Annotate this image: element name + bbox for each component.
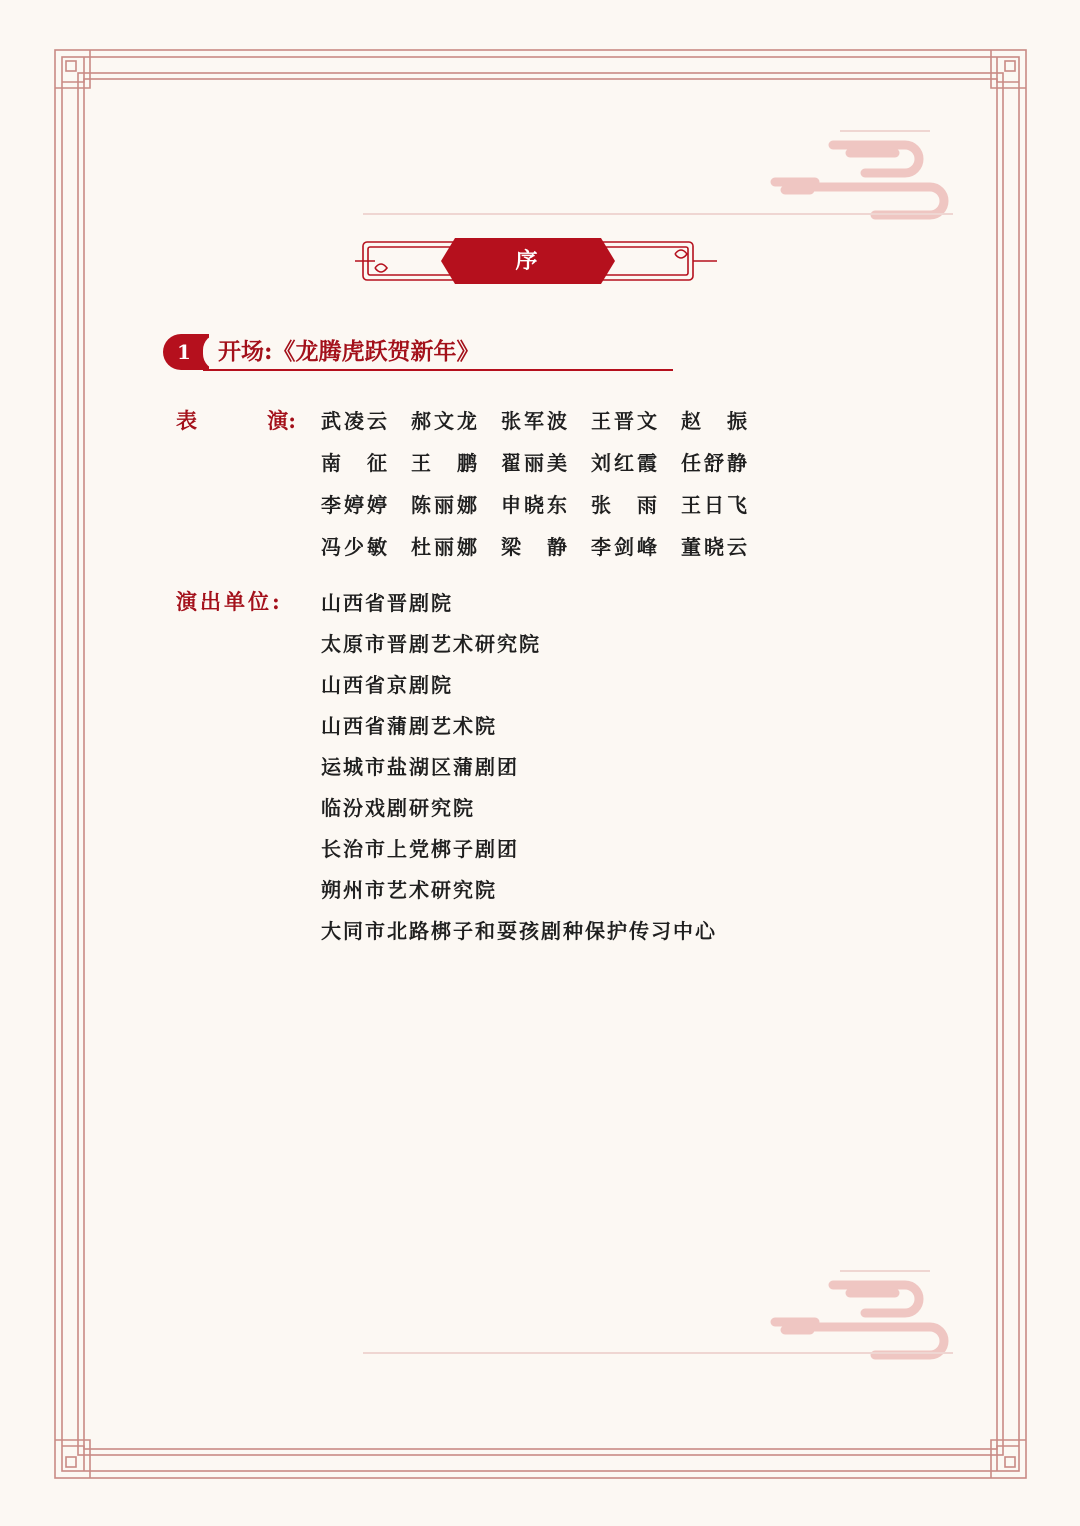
name-row [321,489,771,531]
divider-line [363,213,953,215]
performer-name: 王 鹏 [411,451,480,475]
performers-label-part: 表 [176,408,197,433]
unit-item: 朔州市艺术研究院 [321,878,497,902]
performer-name: 任舒静 [681,451,750,475]
performer-name: 翟丽美 [501,451,570,475]
performer-name: 张军波 [501,409,570,433]
cloud-ornament-icon [755,125,955,220]
performer-name: 陈丽娜 [411,493,480,517]
performer-name: 李婷婷 [321,493,390,517]
performer-name: 申晓东 [501,493,570,517]
program-number-badge: 1 [163,334,209,370]
performer-name: 杜丽娜 [411,535,480,559]
performer-name: 郝文龙 [411,409,480,433]
unit-item: 山西省晋剧院 [321,591,453,615]
unit-item: 运城市盐湖区蒲剧团 [321,755,519,779]
name-row [321,447,771,489]
unit-list [321,587,717,956]
name-row [321,405,771,447]
divider-line [363,1352,953,1354]
unit-item: 山西省京剧院 [321,673,453,697]
section-title: 序 [515,248,540,274]
name-row [321,531,771,573]
performer-names [321,405,771,573]
performer-name: 梁 静 [501,535,570,559]
performer-name: 张 雨 [591,493,660,517]
cloud-ornament-icon [755,1265,955,1360]
performer-name: 刘红霞 [591,451,660,475]
unit-item: 山西省蒲剧艺术院 [321,714,497,738]
performer-name: 南 征 [321,451,390,475]
performer-name: 王晋文 [591,409,660,433]
unit-item: 长治市上党梆子剧团 [321,837,519,861]
performers-label-part: 演: [267,408,296,433]
performer-name: 董晓云 [681,535,750,559]
performer-name: 冯少敏 [321,535,390,559]
unit-item: 太原市晋剧艺术研究院 [321,632,541,656]
units-label: 演出单位: [176,589,283,614]
program-title: 开场:《龙腾虎跃贺新年》 [218,338,480,365]
performer-name: 武凌云 [321,409,390,433]
unit-item: 临汾戏剧研究院 [321,796,475,820]
performers-label [176,405,296,435]
heading-underline [203,369,673,371]
program-heading [163,332,523,372]
performer-name: 李剑峰 [591,535,660,559]
performer-name: 赵 振 [681,409,750,433]
unit-item: 大同市北路梆子和耍孩剧种保护传习中心 [321,919,717,943]
performer-name: 王日飞 [681,493,750,517]
